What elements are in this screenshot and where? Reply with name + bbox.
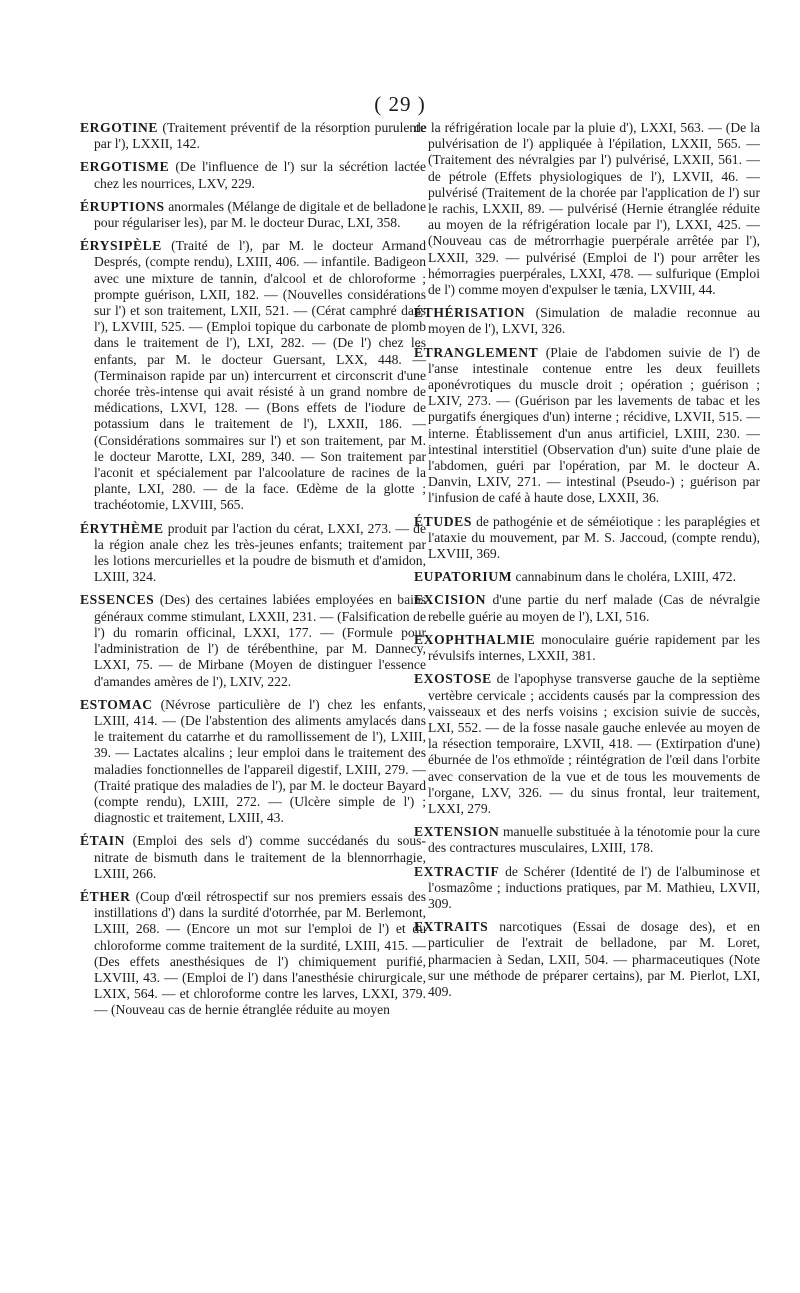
index-entry xyxy=(80,120,426,152)
entry-text: manuelle substituée à la ténotomie pour la cure des contractures musculaires, LXIII, 178. xyxy=(428,824,760,856)
entry-headword: ÉRYTHÈME xyxy=(80,520,164,536)
index-entry xyxy=(414,569,760,585)
index-entry xyxy=(80,159,426,191)
entry-headword: EUPATORIUM xyxy=(414,569,513,585)
entry-text: anormales (Mélange de digitale et de belladone pour régulariser les), par M. le docteur Durac, LXI, 358. xyxy=(94,198,426,231)
index-entry xyxy=(80,592,426,689)
index-entry xyxy=(414,632,760,664)
index-entry xyxy=(80,238,426,513)
entry-headword: ERGOTINE xyxy=(80,120,159,135)
entry-text: de Schérer (Identité de l') de l'albuminose et l'osmazôme ; inductions pratiques, par M. Mathieu, LXVII, 309. xyxy=(428,863,760,911)
index-entry xyxy=(80,697,426,827)
index-entry-continued xyxy=(414,120,760,298)
entry-text: (Des) des certaines labiées employées en bains généraux comme stimulant, LXXII, 231. — (Falsification de l') du romarin officinal, LXXI, 177. — (Formule pour l'administration de l') de térébenthine, par M. Dannecy, LXXI, 75. — de Mirbane (Moyen de distinguer l'essence d'amandes amères de l'), LXIV, 222. xyxy=(94,592,427,689)
page-number: ( 29 ) xyxy=(374,92,426,116)
index-entry xyxy=(414,919,760,1000)
entry-text: (Simulation de maladie reconnue au moyen de l'), LXVI, 326. xyxy=(428,305,760,337)
left-column xyxy=(80,120,426,1026)
entry-text: (Plaie de l'abdomen suivie de l') de l'anse intestinale contenue entre les deux feuillets aponévrotiques du muscle droit ; opération ; guérison ; LXIV, 273. — (Guérison par les lavements de tabac et les purgatifs énergiques d'un) interne ; récidive, LXVII, 515. — interne. Établissement d'un anus artificiel, LXIII, 230. — intestinal interstitiel (Observation d'un) suite d'une plaie de l'abdomen, guéri par l'opération, par M. le docteur A. Danvin, LXIV, 271. — intestinal (Pseudo-) ; guérison par l'infusion de café à haute dose, LXXII, 36. xyxy=(428,344,760,506)
entry-text: (Coup d'œil rétrospectif sur nos premiers essais des instillations d') dans la surdité d'otorrhée, par M. Berlemont, LXIII, 268. — (Encore un mot sur l'emploi de l') et du chloroforme comme traitement de la surdité, LXIII, 415. — (Des effets anesthésiques de l') chimiquement purifié, LXVIII, 43. — (Emploi de l') dans l'anesthésie chirurgicale, LXIX, 564. — et chloroforme contre les larves, LXXI, 379. — (Nouveau cas de hernie étranglée réduite au moyen xyxy=(94,888,426,1018)
entry-text: (Névrose particulière de l') chez les enfants, LXIII, 414. — (De l'abstention des aliments amylacés dans le traitement du catarrhe et du ramollissement de l'), LXIII, 39. — Lactates alcalins ; leur emploi dans le traitement des maladies fonctionnelles de l'appareil digestif, LXIII, 279. — (Traité pratique des maladies de l'), par M. le docteur Bayard (compte rendu), LXIII, 272. — (Ulcère simple de l') ; diagnostic et traitement, LXIII, 43. xyxy=(94,696,426,826)
entry-headword: ERGOTISME xyxy=(80,159,170,175)
index-entry xyxy=(414,305,760,337)
entry-headword: ÉTHÉRISATION xyxy=(414,305,526,321)
entry-headword: ÉTAIN xyxy=(80,833,126,849)
index-entry xyxy=(414,864,760,913)
entry-headword: EXTRAITS xyxy=(414,919,489,935)
index-entry xyxy=(414,671,760,817)
index-entry xyxy=(414,345,760,507)
index-entry xyxy=(80,889,426,1019)
entry-text: (Traité de l'), par M. le docteur Armand Després, (compte rendu), LXIII, 406. — infantile. Badigeon avec une mixture de tannin, d'alcool et de chloroforme ; prompte guérison, LXII, 182. — (Nouvelles considérations sur l') et son traitement, LXII, 521. — (Cérat camphré dans l'), LXVIII, 525. — (Emploi topique du carbonate de plomb dans le traitement de l'), LXI, 282. — (De l') chez les enfants, par M. le docteur Guersant, LXX, 448. — (Terminaison rapide par un) intercurrent et circonscrit d'une chorée très-intense qui avait résisté à un grand nombre de médications, LXVI, 128. — (Bons effets de l'iodure de potassium dans le traitement de l'), LXXII, 186. — (Considérations sommaires sur l') et son traitement, par M. le docteur Marotte, LXI, 289, 340. — Son traitement par l'aconit et spécialement par l'alcoolature de racines de la plante, LXI, 280. — de la face. Œdème de la glotte ; trachéotomie, LXVIII, 565. xyxy=(94,238,426,513)
entry-headword: ESSENCES xyxy=(80,592,155,608)
entry-headword: EXCISION xyxy=(414,592,487,608)
index-entry xyxy=(80,833,426,882)
entry-headword: EXOSTOSE xyxy=(414,671,492,687)
entry-text: (Emploi des sels d') comme succédanés du sous-nitrate de bismuth dans le traitement de la blennorrhagie, LXIII, 266. xyxy=(94,833,426,881)
entry-text: de pathogénie et de séméiotique : les paraplégies et l'ataxie du mouvement, par M. S. Jaccoud, (compte rendu), LXVIII, 369. xyxy=(428,513,760,562)
entry-headword: EXOPHTHALMIE xyxy=(414,631,536,647)
entry-headword: ÉTUDES xyxy=(414,513,472,529)
entry-headword: ESTOMAC xyxy=(80,696,153,712)
entry-headword: ÉTHER xyxy=(80,888,131,904)
index-entry xyxy=(414,824,760,856)
entry-text: monoculaire guérie rapidement par les révulsifs internes, LXXII, 381. xyxy=(428,631,761,664)
entry-headword: ÉTRANGLEMENT xyxy=(414,344,539,360)
entry-text: (Traitement préventif de la résorption purulente par l'), LXXII, 142. xyxy=(94,120,426,152)
entry-text: de la réfrigération locale par la pluie d'), LXXI, 563. — (De la pulvérisation de l') appliquée à l'épilation, LXXII, 565. — (Traitement des névralgies par l') pulvérisé, LXXII, 561. — de pétrole (Effets physiologiques de l'), LXVII, 46. — pulvérisé (Traitement de la chorée par l'application de l') sur le rachis, LXXII, 89. — pulvérisé (Hernie étranglée réduite au moyen de la réfrigération locale par l'), LXXI, 425. — (Nouveau cas de métrorrhagie puerpérale arrêtée par l'), LXXII, 329. — pulvérisé (Emploi de l') pour arrêter les hémorragies puerpérales, LXXI, 478. — sulfurique (Emploi de l') comme moyen d'expulser le tænia, LXVIII, 44. xyxy=(414,120,760,298)
index-entry xyxy=(80,199,426,231)
index-entry xyxy=(80,521,426,586)
entry-text: cannabinum dans le choléra, LXIII, 472. xyxy=(515,569,736,585)
entry-headword: ÉRYSIPÈLE xyxy=(80,238,162,254)
index-entry xyxy=(414,514,760,563)
entry-headword: EXTRACTIF xyxy=(414,863,500,879)
entry-headword: EXTENSION xyxy=(414,824,500,840)
entry-text: narcotiques (Essai de dosage des), et en particulier de l'extrait de belladone, par M. Loret, pharmacien à Sedan, LXII, 504. — pharmaceutiques (Note sur une méthode de préparer certains), par M. Pierlot, LXI, 409. xyxy=(428,919,760,999)
right-column xyxy=(414,120,760,1007)
entry-text: (De l'influence de l') sur la sécrétion lactée chez les nourrices, LXV, 229. xyxy=(94,159,426,191)
entry-text: de l'apophyse transverse gauche de la septième vertèbre cervicale ; accidents causés par la compression des vaisseaux et des nerfs voisins ; excision suivie de succès, LXI, 552. — de la fosse nasale gauche enlevée au moyen de la résection temporaire, LXVII, 418. — (Extirpation d'une) éburnée de l'os ethmoïde ; réintégration de l'œil dans l'orbite avec conservation de la vue et de tous les mouvements de l'organe, LXV, 326. — du sinus frontal, leur traitement, LXXI, 279. xyxy=(428,671,760,816)
index-entry xyxy=(414,592,760,624)
entry-text: d'une partie du nerf malade (Cas de névralgie rebelle guérie au moyen de l'), LXI, 516. xyxy=(428,592,760,624)
entry-headword: ÉRUPTIONS xyxy=(80,198,165,214)
entry-text: produit par l'action du cérat, LXXI, 273. — de la région anale chez les très-jeunes enfants; traitement par les lotions mercurielles et la poudre de bismuth et d'amidon, LXIII, 324. xyxy=(94,520,426,585)
